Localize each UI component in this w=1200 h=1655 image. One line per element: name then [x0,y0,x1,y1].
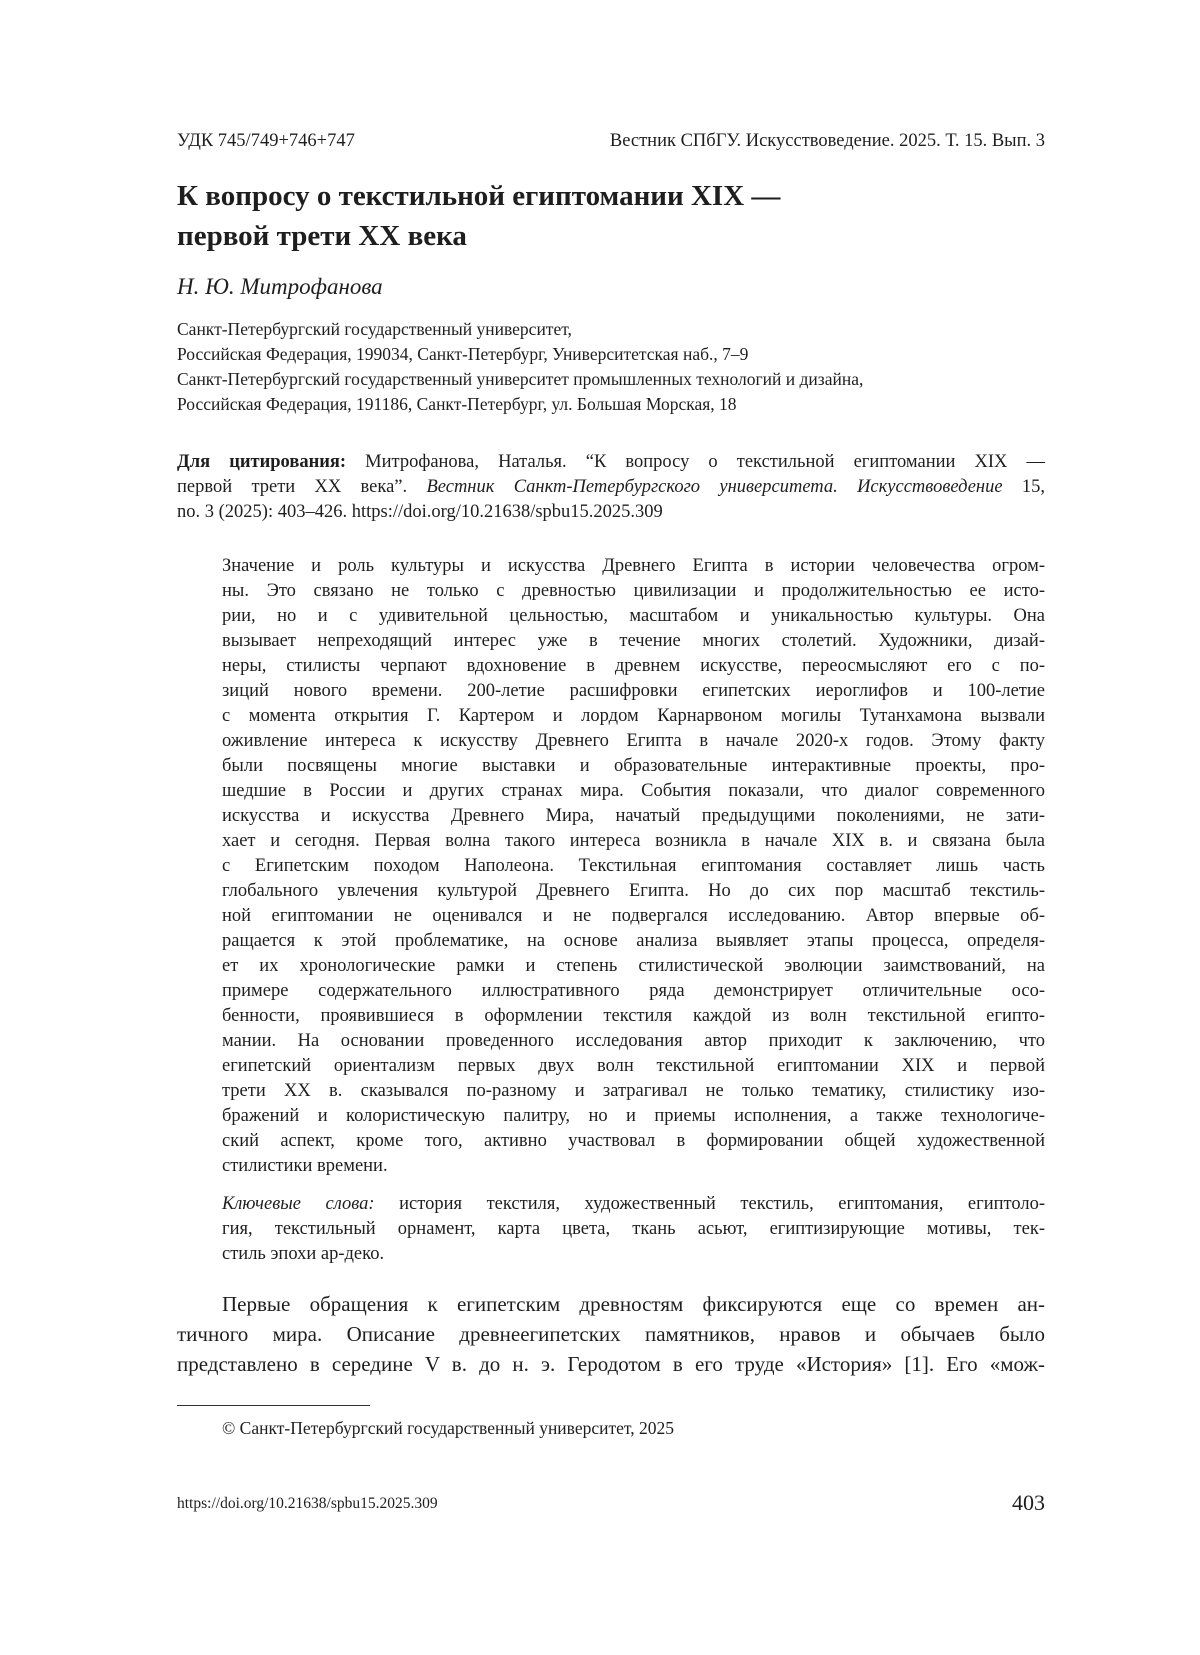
abstract-line: неры, стилисты черпают вдохновение в древнем искусстве, переосмысляют его с по- [222,656,1045,676]
affiliations [177,317,863,417]
abstract [222,554,1045,1179]
abstract-line: египетский ориентализм первых двух волн текстильной египтомании XIX и первой [222,1056,1045,1076]
keywords-text: гия, текстильный орнамент, карта цвета, ткань асьют, египтизирующие мотивы, тек- [222,1219,1045,1239]
title-line: первой трети XX века [177,220,467,252]
keywords-text: история текстиля, художественный текстиль, египтомания, египтоло- [374,1194,1045,1214]
abstract-line: хает и сегодня. Первая волна такого интереса возникла в начале XIX в. и связана была [222,831,1045,851]
page-number: 403 [1012,1490,1045,1515]
abstract-line: ет их хронологические рамки и степень стилистической эволюции заимствований, на [222,956,1045,976]
article-title [177,176,780,256]
journal-running-header: Вестник СПбГУ. Искусствоведение. 2025. Т. 15. Вып. 3 [609,131,1045,151]
affiliation-line: Российская Федерация, 191186, Санкт-Петербург, ул. Большая Морская, 18 [177,394,737,414]
abstract-line: зиций нового времени. 200-летие расшифровки египетских иероглифов и 100-летие [222,681,1045,701]
abstract-line: ращается к этой проблематике, на основе анализа выявляет этапы процесса, определя- [222,931,1045,951]
affiliation-line: Санкт-Петербургский государственный университет промышленных технологий и дизайна, [177,369,864,389]
footnote-divider [177,1405,370,1406]
affiliation-line: Санкт-Петербургский государственный университет, [177,319,572,339]
abstract-line: с момента открытия Г. Картером и лордом Карнарвоном могилы Тутанхамона вызвали [222,706,1045,726]
abstract-line: ский аспект, кроме того, активно участвовал в формировании общей художественной [222,1131,1045,1151]
affiliation-line: Российская Федерация, 199034, Санкт-Петербург, Университетская наб., 7–9 [177,344,749,364]
citation-text: Митрофанова, Наталья. “К вопросу о текстильной египтомании XIX — [346,452,1045,472]
abstract-line: рии, но и с удивительной цельностью, масштабом и уникальностью культуры. Она [222,606,1045,626]
abstract-line: Значение и роль культуры и искусства Древнего Египта в истории человечества огром- [222,556,1045,576]
citation-journal: Вестник Санкт-Петербургского университета. Искусствоведение [426,477,1003,497]
title-line: К вопросу о текстильной египтомании XIX — [177,180,781,212]
abstract-line: стилистики времени. [222,1156,388,1176]
abstract-line: шедшие в России и других странах мира. События показали, что диалог современного [222,781,1045,801]
citation-block [177,450,1045,525]
abstract-line: трети XX в. сказывался по-разному и затрагивал не только тематику, стилистику изо- [222,1081,1045,1101]
abstract-line: оживление интереса к искусству Древнего Египта в начале 2020-х годов. Этому факту [222,731,1045,751]
body-line: представлено в середине V в. до н. э. Геродотом в его труде «История» [1]. Его «мож- [177,1352,1045,1376]
abstract-line: с Египетским походом Наполеона. Текстильная египтомания составляет лишь часть [222,856,1045,876]
abstract-line: примере содержательного иллюстративного ряда демонстрирует отличительные осо- [222,981,1045,1001]
body-text [177,1289,1045,1379]
citation-text: первой трети XX века”. [177,477,427,497]
body-line: тичного мира. Описание древнеегипетских памятников, нравов и обычаев было [177,1322,1045,1346]
doi-link[interactable]: https://doi.org/10.21638/spbu15.2025.309 [177,1495,438,1512]
abstract-line: были посвящены многие выставки и образовательные интерактивные проекты, про- [222,756,1045,776]
udc-code: УДК 745/749+746+747 [177,131,355,151]
citation-label: Для цитирования: [177,452,347,472]
keywords-label: Ключевые слова: [222,1194,375,1214]
abstract-line: ны. Это связано не только с древностью цивилизации и продолжительностью ее исто- [222,581,1045,601]
keywords-block [222,1192,1045,1267]
abstract-line: искусства и искусства Древнего Мира, начатый предыдущими поколениями, не зати- [222,806,1045,826]
citation-text: 15, [1002,477,1045,497]
author-name: Н. Ю. Митрофанова [177,274,383,299]
copyright-footnote: © Санкт-Петербургский государственный университет, 2025 [222,1418,674,1438]
abstract-line: бражений и колористическую палитру, но и приемы исполнения, а также технологиче- [222,1106,1045,1126]
abstract-line: мании. На основании проведенного исследования автор приходит к заключению, что [222,1031,1045,1051]
body-line: Первые обращения к египетским древностям фиксируются еще со времен ан- [222,1292,1045,1316]
abstract-line: ной египтомании не оценивался и не подвергался исследованию. Автор впервые об- [222,906,1045,926]
citation-text: no. 3 (2025): 403–426. https://doi.org/10.21638/spbu15.2025.309 [177,502,663,522]
abstract-line: вызывает непреходящий интерес уже в течение многих столетий. Художники, дизай- [222,631,1045,651]
abstract-line: глобального увлечения культурой Древнего Египта. Но до сих пор масштаб текстиль- [222,881,1045,901]
keywords-text: стиль эпохи ар-деко. [222,1244,385,1264]
abstract-line: бенности, проявившиеся в оформлении текстиля каждой из волн текстильной египто- [222,1006,1045,1026]
